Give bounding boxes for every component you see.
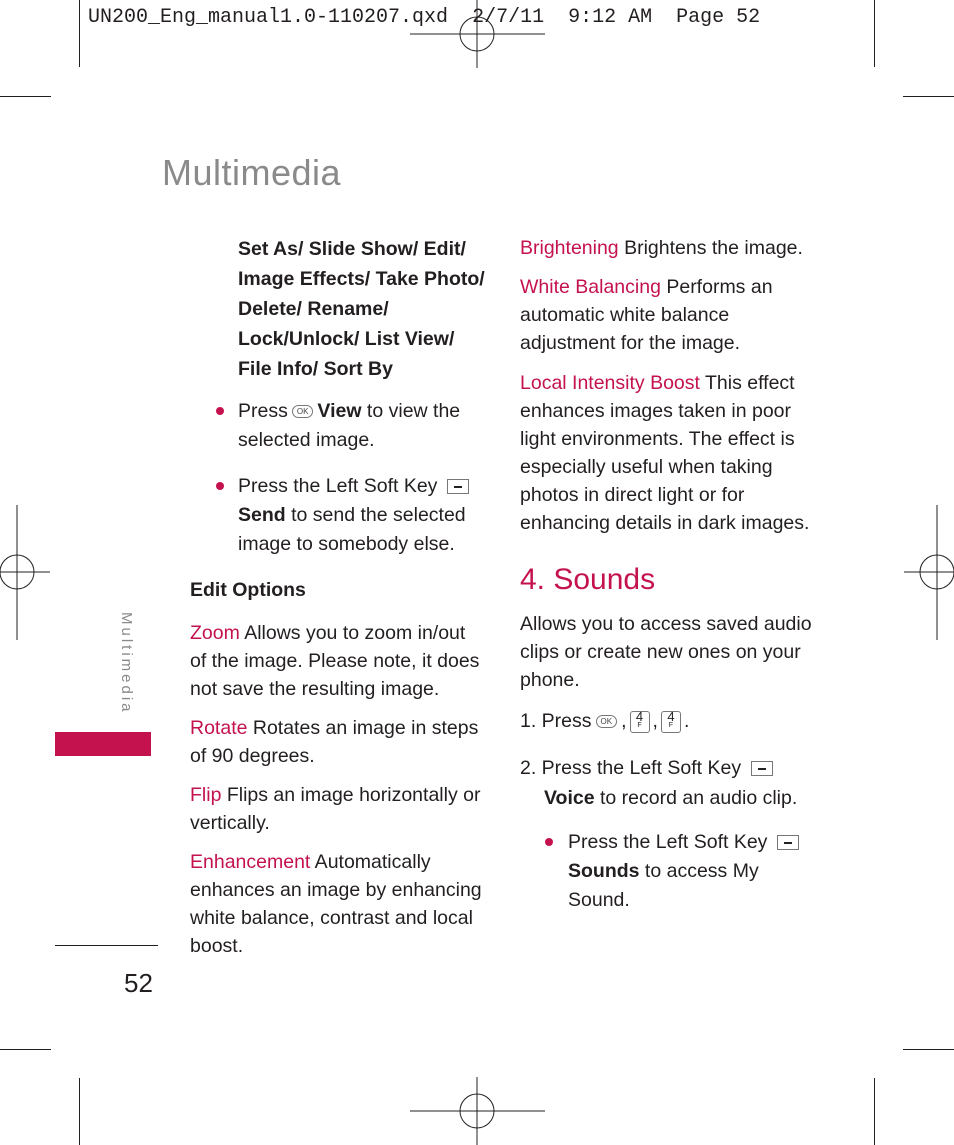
crop-mark (903, 1049, 954, 1050)
menu-option-line: Image Effects/ Take Photo/ (238, 268, 485, 290)
registration-mark-bottom (410, 1077, 545, 1145)
bullet-sounds: Press the Left Soft Key Sounds to access My Sound. (568, 828, 828, 915)
brightening-description: Brightening Brightens the image. (520, 237, 803, 259)
local-intensity-boost-description: Local Intensity Boost This effect enhances images taken in poor light environments. The effect is especially useful when taking photos in direct light or for enhancing details in dark images. (520, 372, 810, 534)
ok-key-icon: OK (596, 715, 618, 728)
edit-options-heading: Edit Options (190, 579, 306, 601)
side-tab-label: Multimedia (118, 612, 135, 715)
soft-key-icon (751, 761, 773, 776)
crop-mark (0, 1049, 51, 1050)
page-title: Multimedia (162, 152, 342, 193)
print-slug: UN200_Eng_manual1.0-110207.qxd 2/7/11 9:12 AM Page 52 (88, 6, 761, 29)
ok-key-icon: OK (292, 405, 314, 418)
sounds-description: Allows you to access saved audio clips or create new ones on your phone. (520, 613, 812, 691)
flip-description: Flip Flips an image horizontally or vertically. (190, 784, 481, 834)
side-tab-bar (55, 732, 151, 756)
page-number: 52 (124, 968, 153, 998)
zoom-description: Zoom Allows you to zoom in/out of the image. Please note, it does not save the resulting image. (190, 622, 480, 700)
step-2: 2. Press the Left Soft Key Voice to record an audio clip. (520, 757, 798, 809)
registration-mark-right (904, 505, 954, 640)
rotate-description: Rotate Rotates an image in steps of 90 degrees. (190, 717, 479, 767)
enhancement-description: Enhancement Automatically enhances an image by enhancing white balance, contrast and local boost. (190, 851, 482, 957)
page-rule (55, 945, 158, 946)
registration-mark-left (0, 505, 50, 640)
menu-option-line: Delete/ Rename/ (238, 298, 389, 320)
crop-mark (874, 1078, 875, 1145)
bullet-dot (545, 838, 553, 846)
menu-option-line: Set As/ Slide Show/ Edit/ (238, 238, 466, 260)
menu-option-line: File Info/ Sort By (238, 358, 393, 380)
crop-mark (79, 0, 80, 67)
bullet-dot (216, 407, 224, 415)
menu-option-list (238, 234, 498, 384)
step-1: 1. Press OK , 4 F , 4 F . (520, 708, 690, 732)
menu-option-line: Lock/Unlock/ List View/ (238, 328, 455, 350)
bullet-view: Press OK View to view the selected image. (238, 400, 461, 451)
crop-mark (0, 96, 51, 97)
soft-key-icon (447, 479, 469, 494)
bullet-dot (216, 482, 224, 490)
soft-key-icon (777, 835, 799, 850)
bullet-send: Press the Left Soft Key Send to send the selected image to somebody else. (238, 472, 488, 559)
key-4-icon: 4 F (661, 711, 681, 733)
sounds-heading: 4. Sounds (520, 563, 656, 596)
key-4-icon: 4 F (630, 711, 650, 733)
white-balancing-description: White Balancing Performs an automatic white balance adjustment for the image. (520, 276, 773, 354)
crop-mark (903, 96, 954, 97)
crop-mark (874, 0, 875, 67)
crop-mark (79, 1078, 80, 1145)
